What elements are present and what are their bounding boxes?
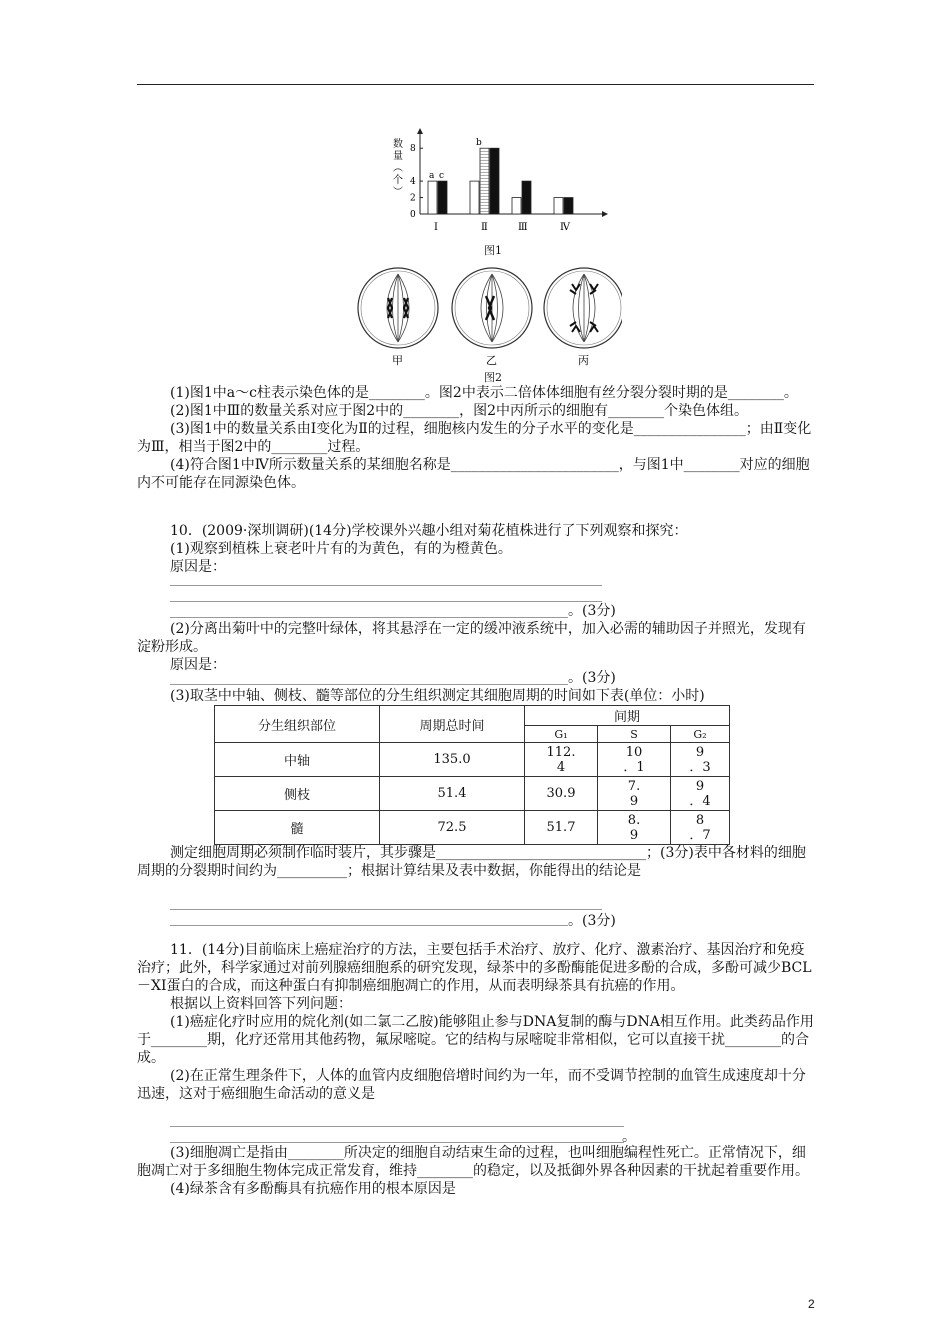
bar-white-4: [554, 198, 563, 214]
table-row: [215, 743, 730, 777]
answer-line: [170, 1126, 624, 1127]
y-tick-label: 2: [410, 193, 416, 204]
q10-part-2-reason: 原因是：: [170, 657, 226, 673]
bar-black-4: [564, 198, 573, 214]
cell-label-jia: 甲: [392, 354, 403, 367]
x-axis-arrow: [602, 211, 608, 217]
q9-part-4: (4)符合图1中Ⅳ所示数量关系的某细胞名称是________________________，与图1中________对应的细胞内不可能存在同源染色体。: [137, 457, 810, 491]
q10-part-4-block: [137, 844, 817, 880]
figure-1-caption: 图1: [484, 244, 502, 257]
q10-part-2-block: [137, 620, 817, 674]
figure-1-bar-chart: [376, 126, 616, 256]
table-header-part: 分生组织部位: [215, 706, 380, 743]
cell-bing: [544, 268, 622, 348]
q9-part-2: (2)图1中Ⅲ的数量关系对应于图2中的________，图2中丙所示的细胞有________个染色体组。: [170, 403, 749, 419]
cell-yi: [452, 268, 532, 348]
cell-part: 侧枝: [215, 777, 380, 811]
q11-part-4: (4)绿茶含有多酚酶具有抗癌作用的根本原因是: [170, 1181, 456, 1197]
cell-jia: [358, 268, 438, 348]
q11-part-2: (2)在正常生理条件下，人体的血管内皮细胞倍增时间约为一年，而不受调节控制的血管生成速度却十分迅速，这对于癌细胞生命活动的意义是: [137, 1068, 806, 1102]
cell-label-yi: 乙: [486, 354, 497, 367]
cell-g2: 9 ．4: [671, 777, 730, 811]
bar-letter-c: c: [439, 171, 445, 182]
bar-black-1: [438, 181, 447, 214]
q10-part-1-reason: 原因是：: [170, 559, 226, 575]
cell-total: 72.5: [380, 811, 525, 845]
q11-rest: [137, 1144, 817, 1198]
answer-line: [170, 909, 602, 910]
header-rule: [137, 84, 814, 85]
y-tick-label: 4: [410, 177, 416, 188]
cell-g2: 8 ．7: [671, 811, 730, 845]
q11-part-2-end: 。: [622, 1129, 636, 1145]
answer-line: [170, 601, 602, 602]
cell-g2: 9 ．3: [671, 743, 730, 777]
y-axis-arrow: [417, 128, 423, 134]
table-header-g2: G₂: [671, 726, 730, 743]
q9-part-3: (3)图1中的数量关系由Ⅰ变化为Ⅱ的过程，细胞核内发生的分子水平的变化是________________；由Ⅱ变化为Ⅲ，相当于图2中的________过程。: [137, 421, 812, 455]
q11-intro: 11．(14分)目前临床上癌症治疗的方法，主要包括手术治疗、放疗、化疗、激素治疗、基因治疗和免疫治疗；此外，科学家通过对前列腺癌细胞系的研究发现，绿茶中的多酚酶能促进多酚的合成，多酚可减少BCL－XI蛋白的合成，而这种蛋白有抑制癌细胞凋亡的作用，从而表明绿茶具有抗癌的作用。: [137, 942, 812, 994]
q10-part-1: (1)观察到植株上衰老叶片有的为黄色，有的为橙黄色。: [170, 541, 512, 557]
page-number: 2: [808, 1297, 815, 1311]
table-row: [215, 777, 730, 811]
x-tick-label: Ⅰ: [434, 222, 438, 233]
y-axis-label: 数量（个）: [390, 138, 402, 198]
y-tick-label: 0: [410, 210, 416, 220]
y-tick-label: 8: [410, 144, 416, 155]
table-header-interphase: 间期: [525, 706, 730, 726]
q10-part-4-score: 。(3分): [568, 913, 616, 929]
bar-black-2: [490, 148, 499, 214]
cell-cycle-table: [214, 705, 730, 845]
answer-line: [170, 585, 602, 586]
x-tick-label: Ⅳ: [560, 222, 570, 233]
answer-line: [170, 684, 568, 685]
bar-letter-b: b: [476, 138, 482, 149]
q11-lead: 根据以上资料回答下列问题：: [170, 996, 352, 1012]
question-11: [137, 941, 817, 1103]
q10-heading: 10．(2009·深圳调研)(14分)学校课外兴趣小组对菊花植株进行了下列观察和探究：: [170, 523, 688, 539]
question-10: [137, 522, 817, 576]
q9-part-1: (1)图1中a～c柱表示染色体的是________。图2中表示二倍体体细胞有丝分裂分裂时期的是________。: [170, 385, 798, 401]
answer-line: [170, 617, 568, 618]
q10-part-3: (3)取茎中中轴、侧枝、髓等部位的分生组织测定其细胞周期的时间如下表(单位：小时): [170, 688, 705, 704]
cell-label-bing: 丙: [578, 354, 589, 367]
cell-g1: 51.7: [525, 811, 598, 845]
cell-total: 135.0: [380, 743, 525, 777]
q10-part-3-block: [137, 687, 817, 705]
bar-letter-a: a: [429, 171, 435, 182]
cell-s: 10 ．1: [598, 743, 671, 777]
q10-part-4: 测定细胞周期必须制作临时装片，其步骤是______________________________；(3分)表中各材料的细胞周期的分裂期时间约为__________；根据计算结果及表中数据，你能得出的结论是: [137, 845, 806, 879]
bar-black-3: [522, 181, 531, 214]
answer-line: [170, 925, 568, 926]
figure-2-caption: 图2: [484, 371, 502, 384]
q10-part-2-score: 。(3分): [568, 670, 616, 686]
q11-part-1: (1)癌症化疗时应用的烷化剂(如二氯二乙胺)能够阻止参与DNA复制的酶与DNA相互作用。此类药品作用于________期，化疗还常用其他药物，氟尿嘧啶。它的结构与尿嘧啶非常相似，它可以直接干扰________的合成。: [137, 1014, 814, 1066]
cell-s: 7. 9: [598, 777, 671, 811]
x-tick-label: Ⅲ: [518, 222, 528, 233]
question-9: [137, 384, 817, 492]
q11-part-3: (3)细胞凋亡是指由________所决定的细胞自动结束生命的过程，也叫细胞编程性死亡。正常情况下，细胞凋亡对于多细胞生物体完成正常发育，维持________的稳定，以及抵御外界各种因素的干扰起着重要作用。: [137, 1145, 809, 1179]
figure-2-cells: [350, 258, 622, 368]
cell-g1: 112. 4: [525, 743, 598, 777]
answer-line: [170, 1142, 624, 1143]
cell-g1: 30.9: [525, 777, 598, 811]
table-row: [215, 811, 730, 845]
table-header-total: 周期总时间: [380, 706, 525, 743]
table-header-s: S: [598, 726, 671, 743]
cell-s: 8. 9: [598, 811, 671, 845]
bar-white-2: [470, 181, 479, 214]
x-tick-label: Ⅱ: [481, 222, 488, 233]
bar-white-1: [428, 181, 437, 214]
table-header-g1: G₁: [525, 726, 598, 743]
q10-part-2: (2)分离出菊叶中的完整叶绿体，将其悬浮在一定的缓冲液系统中，加入必需的辅助因子并照光，发现有淀粉形成。: [137, 621, 806, 655]
cell-part: 髓: [215, 811, 380, 845]
bar-white-3: [512, 198, 521, 214]
cell-part: 中轴: [215, 743, 380, 777]
q10-part-1-score: 。(3分): [568, 603, 616, 619]
cell-total: 51.4: [380, 777, 525, 811]
